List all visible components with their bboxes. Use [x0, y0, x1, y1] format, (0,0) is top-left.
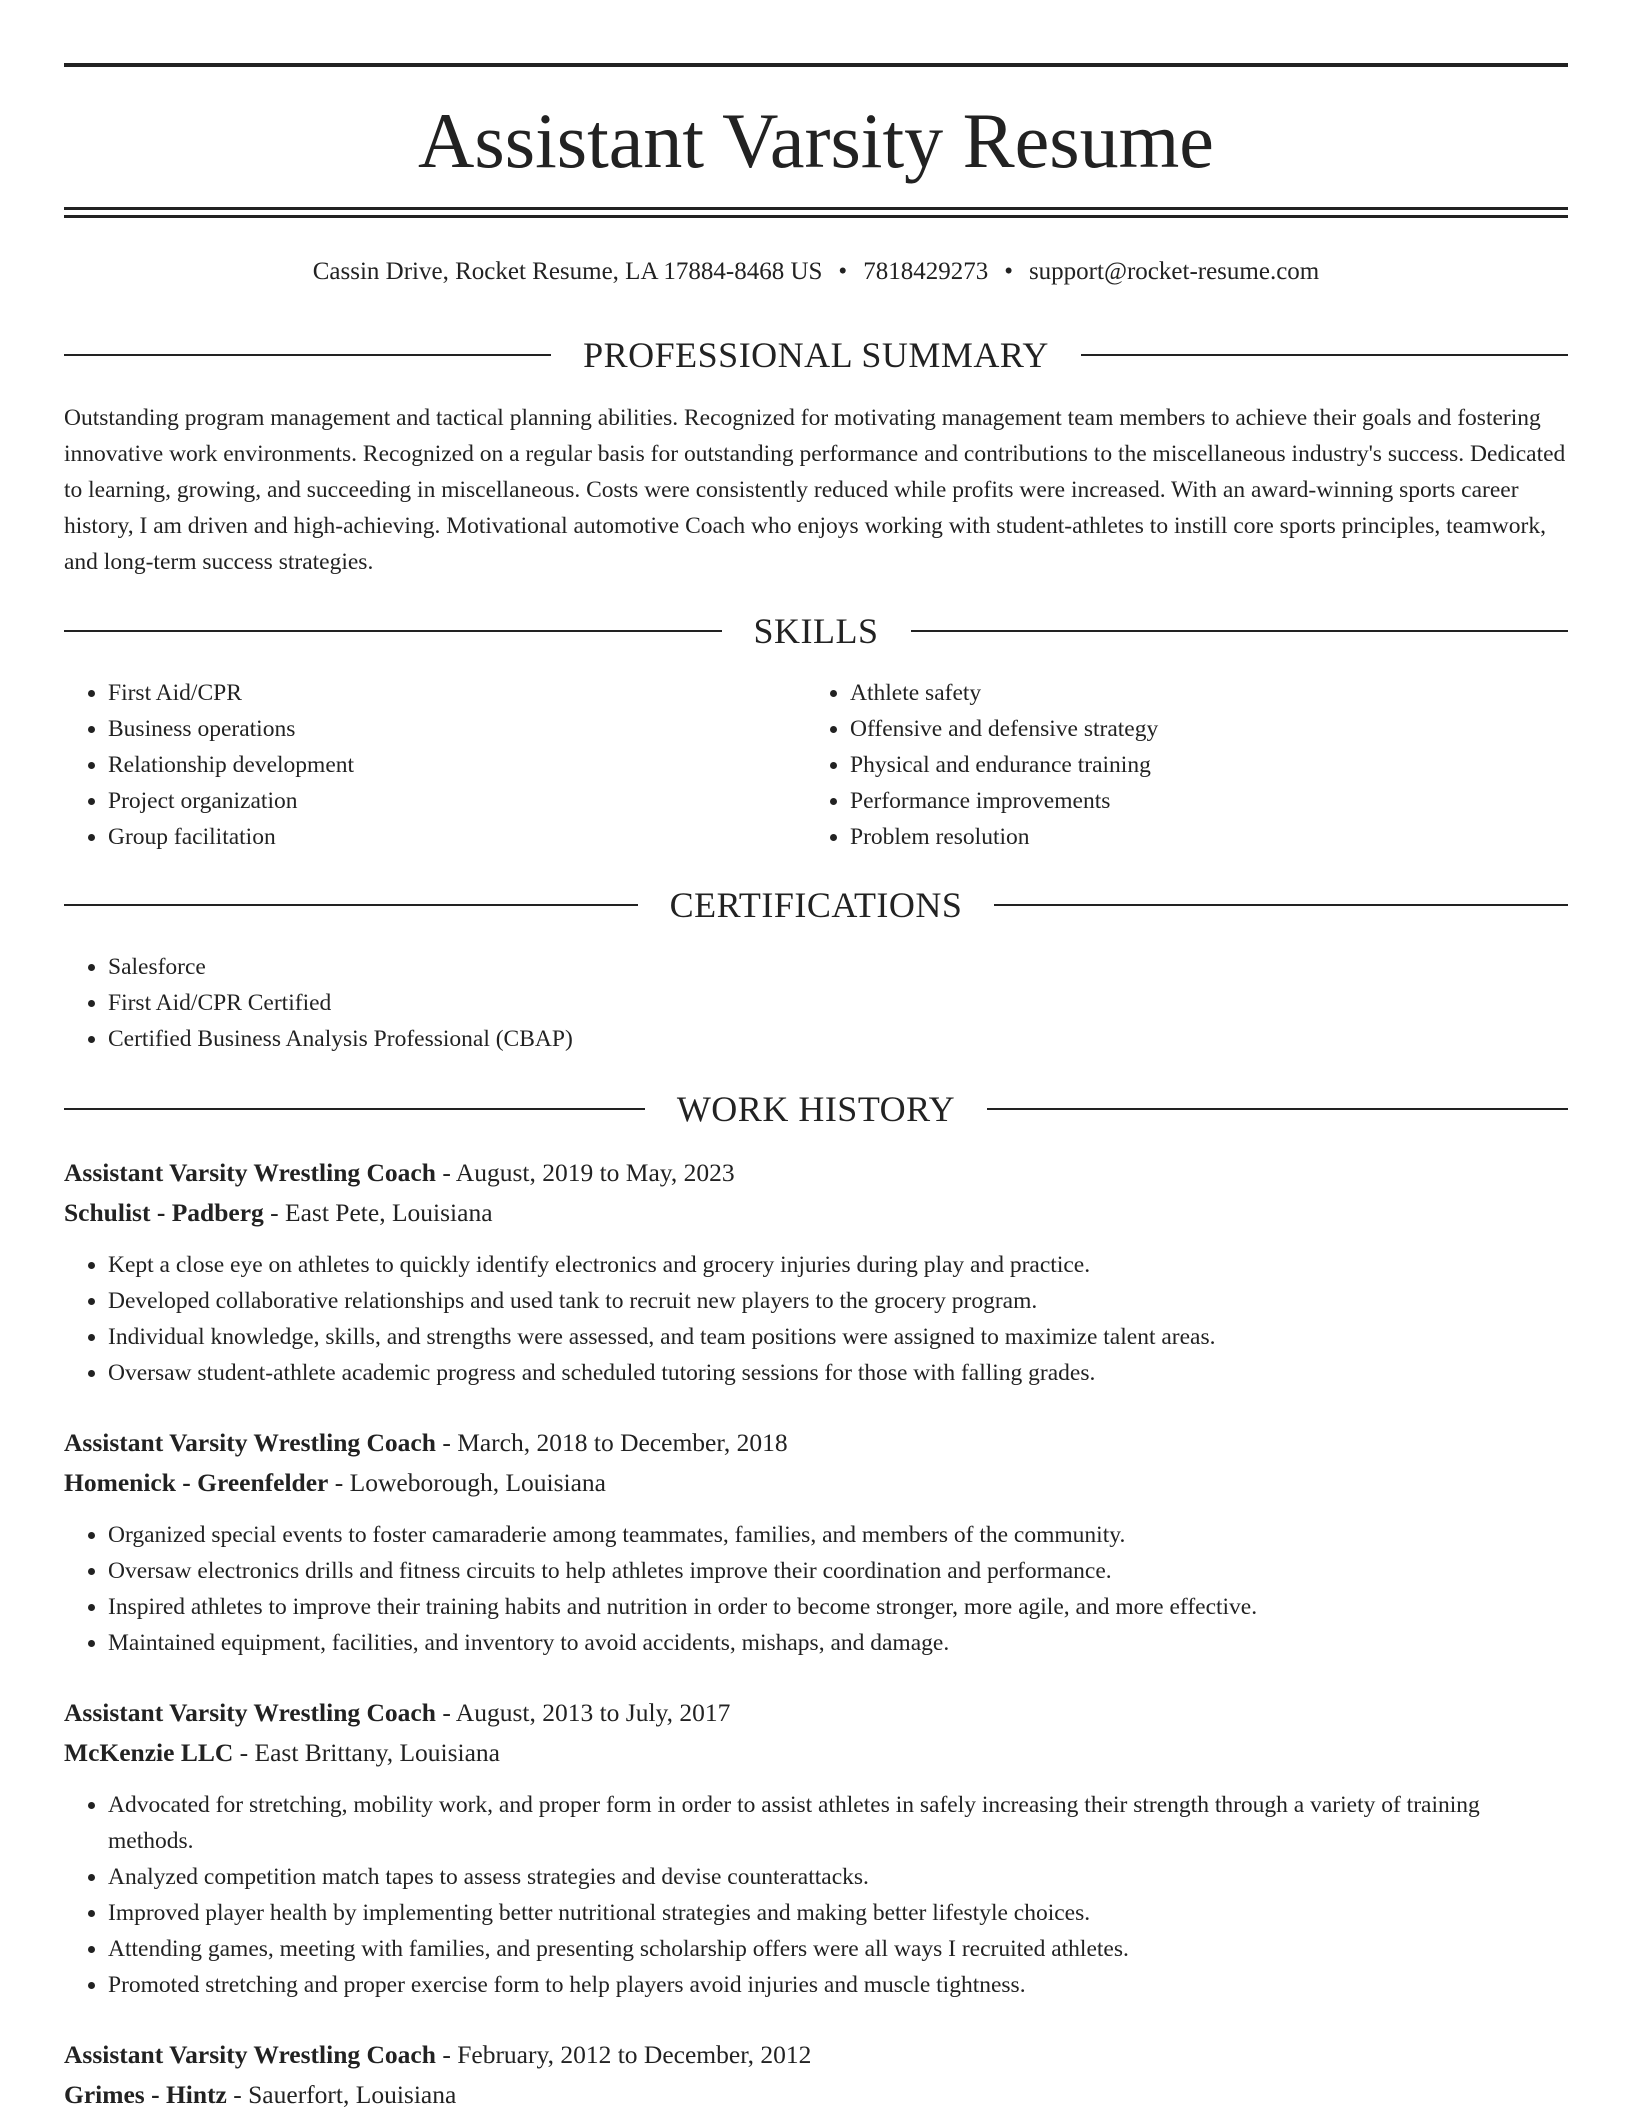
job-bullet: • Maintained equipment, facilities, and inventory to avoid accidents, mishaps, and damage.	[108, 1625, 1568, 1661]
job-company-line: Grimes - Hintz - Sauerfort, Louisiana	[64, 2080, 457, 2109]
job-title: Assistant Varsity Wrestling Coach	[64, 1698, 436, 1727]
job-company: McKenzie LLC	[64, 1738, 234, 1767]
section-title: SKILLS	[753, 611, 879, 651]
divider-line	[911, 630, 1569, 632]
certification-item: • Salesforce	[108, 949, 1568, 985]
job-bullet: • Organized special events to foster camaraderie among teammates, families, and members of the community.	[108, 1517, 1568, 1553]
job-company-line: McKenzie LLC - East Brittany, Louisiana	[64, 1738, 500, 1767]
job-bullet: • Oversaw student-athlete academic progress and scheduled tutoring sessions for those with falling grades.	[108, 1355, 1568, 1391]
top-rule	[64, 63, 1568, 67]
job-bullets	[64, 1517, 1568, 1661]
job-dates: August, 2019 to May, 2023	[455, 1158, 735, 1187]
job-bullet: • Advocated for stretching, mobility work, and proper form in order to assist athletes in safely increasing their strength through a variety of training methods.	[108, 1787, 1568, 1859]
job-entry	[64, 1423, 1568, 1661]
skills-list	[64, 675, 1568, 855]
job-bullet: • Inspired athletes to improve their training habits and nutrition in order to become stronger, more agile, and more effective.	[108, 1589, 1568, 1625]
job-bullets	[64, 1247, 1568, 1391]
job-company: Schulist - Padberg	[64, 1198, 264, 1227]
section-header-certifications	[64, 884, 1568, 926]
skills-column-right	[806, 675, 1548, 855]
contact-phone: 7818429273	[863, 258, 989, 285]
skill-item: • Problem resolution	[850, 819, 1548, 855]
job-entry	[64, 1693, 1568, 2003]
job-location: East Pete, Louisiana	[285, 1198, 493, 1227]
job-bullet: • Individual knowledge, skills, and strengths were assessed, and team positions were assigned to maximize talent areas.	[108, 1319, 1568, 1355]
section-header-work-history	[64, 1088, 1568, 1130]
skill-item: • Project organization	[108, 783, 806, 819]
summary-text: Outstanding program management and tactical planning abilities. Recognized for motivating management team members to achieve their goals and fostering innovative work environments. Recognized on a regular basis for outstanding performance and contributions to the miscellaneous industry's success. Dedicated to learning, growing, and succeeding in miscellaneous. Costs were consistently reduced while profits were increased. With an award-winning sports career history, I am driven and high-achieving. Motivational automotive Coach who enjoys working with student-athletes to instill core sports principles, teamwork, and long-term success strategies.	[64, 405, 1566, 575]
contact-address: Cassin Drive, Rocket Resume, LA 17884-8468 US	[312, 258, 823, 285]
job-entry	[64, 1153, 1568, 1391]
job-bullet: • Attending games, meeting with families, and presenting scholarship offers were all ways I recruited athletes.	[108, 1931, 1568, 1967]
job-location: East Brittany, Louisiana	[254, 1738, 500, 1767]
skill-item: • Physical and endurance training	[850, 747, 1548, 783]
job-company-line: Homenick - Greenfelder - Loweborough, Louisiana	[64, 1468, 606, 1497]
section-title: PROFESSIONAL SUMMARY	[583, 335, 1049, 375]
job-bullets	[64, 1787, 1568, 2003]
divider-line	[64, 1108, 645, 1110]
skill-item: • Athlete safety	[850, 675, 1548, 711]
job-bullet: • Developed collaborative relationships and used tank to recruit new players to the grocery program.	[108, 1283, 1568, 1319]
skill-item: • Offensive and defensive strategy	[850, 711, 1548, 747]
job-dates: August, 2013 to July, 2017	[455, 1698, 731, 1727]
contact-line	[64, 255, 1568, 289]
job-bullet: • Analyzed competition match tapes to assess strategies and devise counterattacks.	[108, 1859, 1568, 1895]
job-company: Homenick - Greenfelder	[64, 1468, 329, 1497]
certification-item: • Certified Business Analysis Professional (CBAP)	[108, 1021, 1568, 1057]
separator-dot: •	[1004, 258, 1013, 285]
divider-line	[64, 630, 722, 632]
skill-item: • Performance improvements	[850, 783, 1548, 819]
divider-line	[994, 904, 1568, 906]
skill-item: • Relationship development	[108, 747, 806, 783]
job-company-line: Schulist - Padberg - East Pete, Louisiana	[64, 1198, 493, 1227]
skill-item: • Business operations	[108, 711, 806, 747]
divider-line	[64, 354, 551, 356]
certifications-list	[64, 949, 1568, 1057]
job-bullet: • Kept a close eye on athletes to quickly identify electronics and grocery injuries during play and practice.	[108, 1247, 1568, 1283]
skill-item: • First Aid/CPR	[108, 675, 806, 711]
job-title-line: Assistant Varsity Wrestling Coach - March, 2018 to December, 2018	[64, 1428, 788, 1457]
skills-column-left	[64, 675, 806, 855]
divider-line	[64, 904, 638, 906]
resume-title: Assistant Varsity Resume	[418, 97, 1214, 184]
job-title-line: Assistant Varsity Wrestling Coach - August, 2019 to May, 2023	[64, 1158, 735, 1187]
title-double-rule	[64, 207, 1568, 218]
job-title: Assistant Varsity Wrestling Coach	[64, 1158, 436, 1187]
section-header-summary	[64, 334, 1568, 376]
job-bullet: • Promoted stretching and proper exercise form to help players avoid injuries and muscle tightness.	[108, 1967, 1568, 2003]
divider-line	[987, 1108, 1568, 1110]
job-entry	[64, 2035, 1568, 2115]
job-title-line: Assistant Varsity Wrestling Coach - August, 2013 to July, 2017	[64, 1698, 731, 1727]
certification-item: • First Aid/CPR Certified	[108, 985, 1568, 1021]
job-dates: March, 2018 to December, 2018	[457, 1428, 788, 1457]
job-title-line: Assistant Varsity Wrestling Coach - February, 2012 to December, 2012	[64, 2040, 812, 2069]
section-title: WORK HISTORY	[676, 1089, 956, 1129]
job-location: Sauerfort, Louisiana	[248, 2080, 457, 2109]
skill-item: • Group facilitation	[108, 819, 806, 855]
contact-email: support@rocket-resume.com	[1028, 258, 1320, 285]
section-header-skills	[64, 610, 1568, 652]
job-title: Assistant Varsity Wrestling Coach	[64, 2040, 436, 2069]
job-company: Grimes - Hintz	[64, 2080, 227, 2109]
job-bullet: • Improved player health by implementing better nutritional strategies and making better lifestyle choices.	[108, 1895, 1568, 1931]
job-bullet: • Oversaw electronics drills and fitness circuits to help athletes improve their coordination and performance.	[108, 1553, 1568, 1589]
divider-line	[1081, 354, 1568, 356]
section-title: CERTIFICATIONS	[669, 885, 963, 925]
job-location: Loweborough, Louisiana	[349, 1468, 606, 1497]
separator-dot: •	[838, 258, 848, 285]
job-dates: February, 2012 to December, 2012	[457, 2040, 812, 2069]
job-title: Assistant Varsity Wrestling Coach	[64, 1428, 436, 1457]
